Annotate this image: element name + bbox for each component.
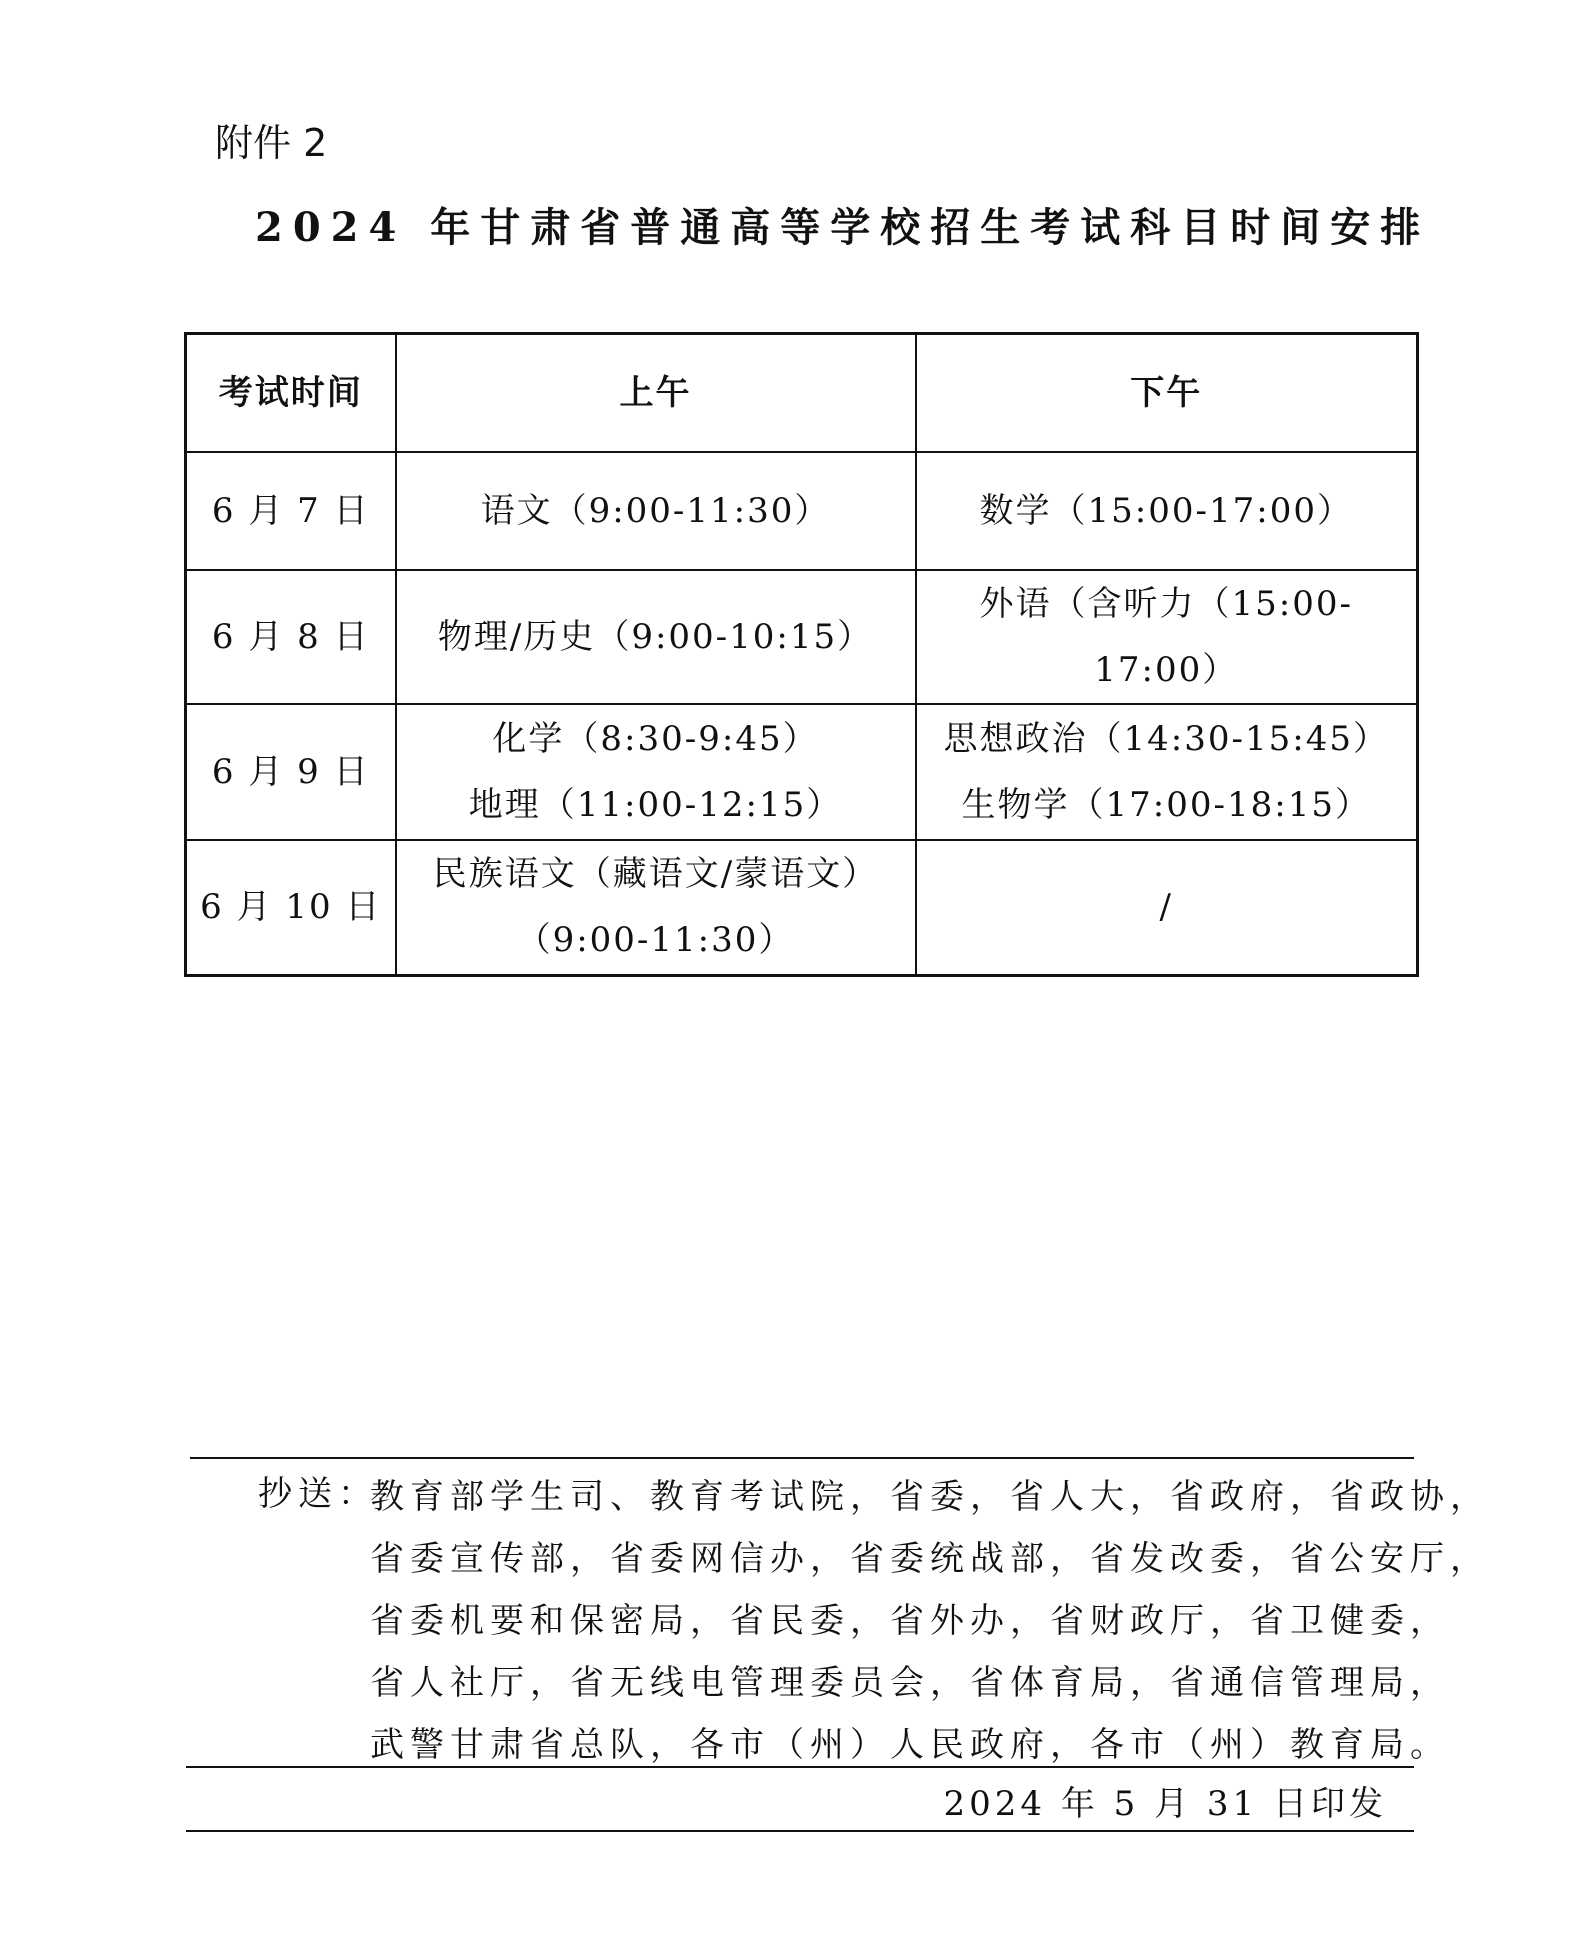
header-afternoon: 下午	[916, 334, 1418, 452]
subject-entry: 生物学（17:00-18:15）	[961, 784, 1371, 825]
subject-entry: 语文（9:00-11:30）	[480, 490, 831, 531]
header-exam-time: 考试时间	[186, 334, 396, 452]
attachment-label: 附件 2	[215, 121, 328, 165]
table-row	[186, 840, 1418, 976]
table-header-row	[186, 334, 1418, 452]
cc-top-rule	[190, 1457, 1414, 1459]
morning-cell	[396, 570, 916, 704]
cc-label: 抄送：	[258, 1474, 378, 1514]
cc-line: 省委机要和保密局，省民委，省外办，省财政厅，省卫健委，	[370, 1601, 1450, 1641]
exam-schedule-table	[184, 332, 1419, 977]
cc-recipients	[370, 1466, 1490, 1776]
morning-cell	[396, 840, 916, 976]
footer-rule	[186, 1830, 1414, 1832]
header-morning: 上午	[396, 334, 916, 452]
afternoon-cell	[916, 840, 1418, 976]
morning-cell	[396, 704, 916, 840]
subject-entry: （9:00-11:30）	[516, 920, 795, 961]
table-row	[186, 570, 1418, 704]
table-row	[186, 704, 1418, 840]
table-row	[186, 452, 1418, 570]
subject-entry: 外语（含听力（15:00-17:00）	[979, 583, 1353, 690]
subject-entry: /	[1159, 887, 1173, 928]
afternoon-cell	[916, 570, 1418, 704]
subject-entry: 数学（15:00-17:00）	[979, 490, 1353, 531]
cc-line: 武警甘肃省总队，各市（州）人民政府，各市（州）教育局。	[370, 1725, 1450, 1765]
afternoon-cell	[916, 704, 1418, 840]
subject-entry: 民族语文（藏语文/蒙语文）	[432, 854, 879, 895]
cc-bottom-rule	[186, 1766, 1414, 1768]
document-title: 2024 年甘肃省普通高等学校招生考试科目时间安排	[255, 204, 1431, 251]
subject-entry: 思想政治（14:30-15:45）	[943, 718, 1389, 759]
afternoon-cell	[916, 452, 1418, 570]
issue-date: 2024 年 5 月 31 日印发	[943, 1784, 1387, 1824]
subject-entry: 物理/历史（9:00-10:15）	[437, 616, 874, 657]
row-date: 6 月 8 日	[186, 570, 396, 704]
cc-line: 省人社厅，省无线电管理委员会，省体育局，省通信管理局，	[370, 1663, 1450, 1703]
cc-line: 省委宣传部，省委网信办，省委统战部，省发改委，省公安厅，	[370, 1539, 1490, 1579]
row-date: 6 月 7 日	[186, 452, 396, 570]
subject-entry: 化学（8:30-9:45）	[492, 718, 819, 759]
subject-entry: 地理（11:00-12:15）	[468, 784, 843, 825]
morning-cell	[396, 452, 916, 570]
cc-line: 教育部学生司、教育考试院，省委，省人大，省政府，省政协，	[370, 1477, 1490, 1517]
row-date: 6 月 10 日	[186, 840, 396, 976]
row-date: 6 月 9 日	[186, 704, 396, 840]
